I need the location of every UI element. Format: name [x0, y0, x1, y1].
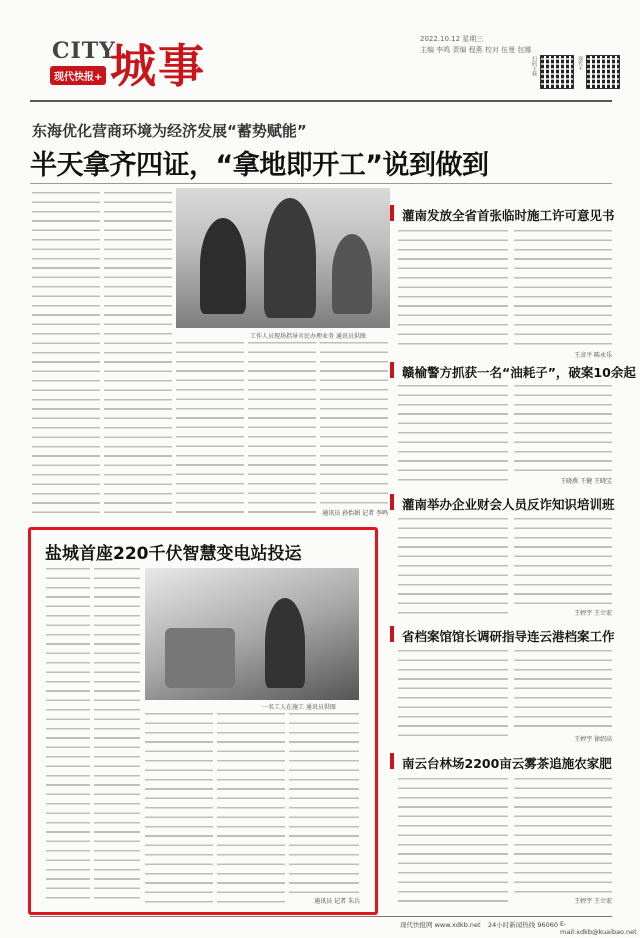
article-text-column [398, 650, 508, 740]
qr-label: 现代+ [577, 56, 583, 71]
city-wordmark: CITY [52, 38, 116, 64]
article-text-column [514, 385, 612, 475]
article-text-column [217, 713, 285, 906]
footer-divider [30, 916, 612, 917]
feature-title: 盐城首座220千伏智慧变电站投运 [45, 544, 302, 564]
footer-website[interactable]: 现代快报网 www.xdkb.net [400, 921, 481, 929]
lead-photo [176, 188, 390, 328]
article-text-column [145, 713, 213, 906]
paper-logo: 现代快报+ [50, 66, 106, 85]
article-text-column [289, 713, 359, 893]
section-marker [390, 205, 394, 221]
lead-kicker: 东海优化营商环境为经济发展“蓄势赋能” [32, 122, 307, 140]
feature-photo [145, 568, 359, 700]
feature-photo-caption: 一名工人在施工 通讯员供图 [262, 704, 336, 711]
right-headline: 灌南举办企业财会人员反诈知识培训班 [402, 497, 615, 512]
article-text-column [176, 342, 244, 514]
article-text-column [248, 342, 316, 514]
article-text-column [94, 568, 140, 906]
article-text-column [32, 192, 100, 514]
article-text-column [320, 342, 388, 507]
article-text-column [514, 230, 612, 348]
right-headline: 南云台林场2200亩云雾茶追施农家肥 [402, 756, 612, 771]
lead-headline: 半天拿齐四证，“拿地即开工”说到做到 [30, 150, 489, 181]
qr-code-icon[interactable] [540, 55, 574, 89]
headline-divider [30, 183, 612, 184]
section-title: 城事 [110, 39, 206, 93]
right-author: 王晓燕 王健 王晓宝 [560, 478, 612, 485]
article-text-column [514, 518, 612, 606]
section-marker [390, 626, 394, 642]
article-text-column [398, 230, 508, 348]
right-headline: 灌南发放全省首张临时施工许可意见书 [402, 208, 615, 223]
section-marker [390, 494, 394, 510]
article-text-column [398, 778, 508, 904]
masthead-divider [30, 100, 612, 102]
article-text-column [398, 385, 508, 483]
right-author: 王婷宇 徐绍高 [574, 736, 612, 743]
lead-author: 通讯员 孙怡娟 记者 李鸣 [322, 510, 388, 517]
right-author: 王婷宇 王立宏 [574, 610, 612, 617]
lead-photo-caption: 工作人员现场指导市民办理业务 通讯员供图 [250, 333, 366, 340]
footer-email[interactable]: E-mail:xdkb@kuaibao.net [560, 920, 637, 936]
feature-author: 通讯员 记者 朱兵 [314, 898, 360, 905]
right-headline: 省档案馆馆长调研指导连云港档案工作 [402, 629, 615, 644]
right-headline: 赣榆警方抓获一名“油耗子”，破案10余起 [402, 365, 636, 380]
editor-credits: 主编 李鸣 责编 程燕 校对 伍曼 包娜 [420, 46, 532, 54]
right-author: 王彦平 陈永乐 [574, 352, 612, 359]
article-text-column [46, 568, 90, 906]
article-text-column [514, 778, 612, 894]
issue-date: 2022.10.12 星期三 [420, 35, 484, 43]
qr-label: 扫码下载 [531, 56, 537, 76]
article-text-column [398, 518, 508, 616]
article-text-column [514, 650, 612, 732]
article-text-column [104, 192, 172, 514]
qr-code-icon[interactable] [586, 55, 620, 89]
section-marker [390, 362, 394, 378]
footer-hotline: 24小时新闻热线 96060 [488, 921, 559, 929]
section-marker [390, 753, 394, 769]
right-author: 王婷宇 王立宏 [574, 898, 612, 905]
